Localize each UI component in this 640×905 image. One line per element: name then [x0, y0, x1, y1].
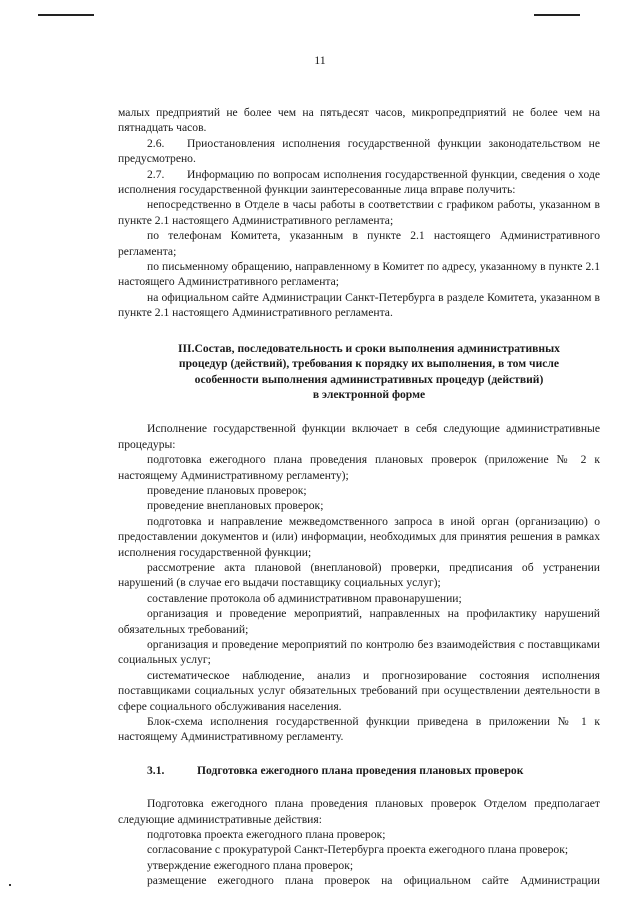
- list-item: проведение внеплановых проверок;: [147, 499, 324, 513]
- list-item: проведение плановых проверок;: [147, 483, 307, 497]
- subsection-heading: [118, 763, 600, 778]
- top-right-rule: [534, 14, 580, 16]
- heading-line: III.Состав, последовательность и сроки выполнения административных: [178, 341, 560, 355]
- paragraph-2-6: [118, 136, 600, 167]
- page-number: 11: [314, 53, 326, 67]
- clause-text: Информацию по вопросам исполнения государственной функции, сведения о ходе исполнения государственной функции заинтересованные лица вправе получить:: [118, 167, 600, 197]
- paragraph: Блок-схема исполнения государственной функции приведена в приложении № 1 к настоящему Административному регламенту.: [118, 715, 600, 744]
- heading-line: в электронной форме: [312, 387, 426, 401]
- list-item: рассмотрение акта плановой (внеплановой) проверки, предписания об устранении нарушений (в случае его выдачи поставщику социальных услуг);: [118, 560, 600, 590]
- clause-text: Приостановления исполнения государственной функции законодательством не предусмотрено.: [118, 136, 600, 166]
- section-heading: [118, 341, 600, 403]
- list-item: подготовка проекта ежегодного плана проверок;: [147, 828, 386, 842]
- paragraph: по письменному обращению, направленному в Комитет по адресу, указанному в пункте 2.1 настоящего Административного регламента;: [118, 260, 600, 289]
- list-item: подготовка и направление межведомственного запроса в иной орган (организацию) о предоставлении документов и (или) информации, необходимых для принятия решения в рамках исполнения государственной функции;: [118, 514, 600, 559]
- list-item: организация и проведение мероприятий, направленных на профилактику нарушений обязательных требований;: [118, 607, 600, 636]
- paragraph-2-7: [118, 167, 600, 198]
- subsection-title: Подготовка ежегодного плана проведения плановых проверок: [197, 763, 524, 777]
- paragraph: Подготовка ежегодного плана проведения плановых проверок Отделом предполагает следующие административные действия:: [118, 797, 600, 826]
- paragraph: на официальном сайте Администрации Санкт-Петербурга в разделе Комитета, указанном в пункте 2.1 настоящего Административного регламента.: [118, 290, 600, 320]
- paragraph: непосредственно в Отделе в часы работы в соответствии с графиком работы, указанном в пункте 2.1 настоящего Административного регламента;: [118, 198, 600, 227]
- paragraph: малых предприятий не более чем на пятьдесят часов, микропредприятий не более чем на пятнадцать часов.: [118, 106, 600, 135]
- list-item: размещение ежегодного плана проверок на официальном сайте Администрации: [147, 874, 600, 888]
- clause-number: 2.6.: [147, 136, 165, 150]
- scan-speck: [9, 884, 11, 886]
- paragraph: Исполнение государственной функции включает в себя следующие административные процедуры:: [118, 422, 600, 451]
- list-item: организация и проведение мероприятий по контролю без взаимодействия с поставщиками социальных услуг;: [118, 638, 600, 667]
- clause-number: 2.7.: [147, 167, 165, 181]
- list-item: составление протокола об административном правонарушении;: [147, 591, 462, 605]
- list-item: утверждение ежегодного плана проверок;: [147, 858, 354, 872]
- top-left-rule: [38, 14, 94, 16]
- list-item: подготовка ежегодного плана проведения плановых проверок (приложение № 2 к настоящему Административному регламенту);: [118, 453, 600, 482]
- list-item: согласование с прокуратурой Санкт-Петербурга проекта ежегодного плана проверок;: [147, 843, 569, 857]
- document-body: [118, 105, 600, 889]
- paragraph: по телефонам Комитета, указанным в пункте 2.1 настоящего Административного регламента;: [118, 229, 600, 258]
- subsection-number: 3.1.: [147, 763, 165, 777]
- heading-line: процедур (действий), требования к порядку их выполнения, в том числе: [178, 357, 560, 371]
- heading-line: особенности выполнения административных процедур (действий): [194, 372, 544, 386]
- list-item: систематическое наблюдение, анализ и прогнозирование состояния исполнения поставщиками социальных услуг обязательных требований при осуществлении деятельности в сфере социального обслуживания населения.: [118, 668, 600, 713]
